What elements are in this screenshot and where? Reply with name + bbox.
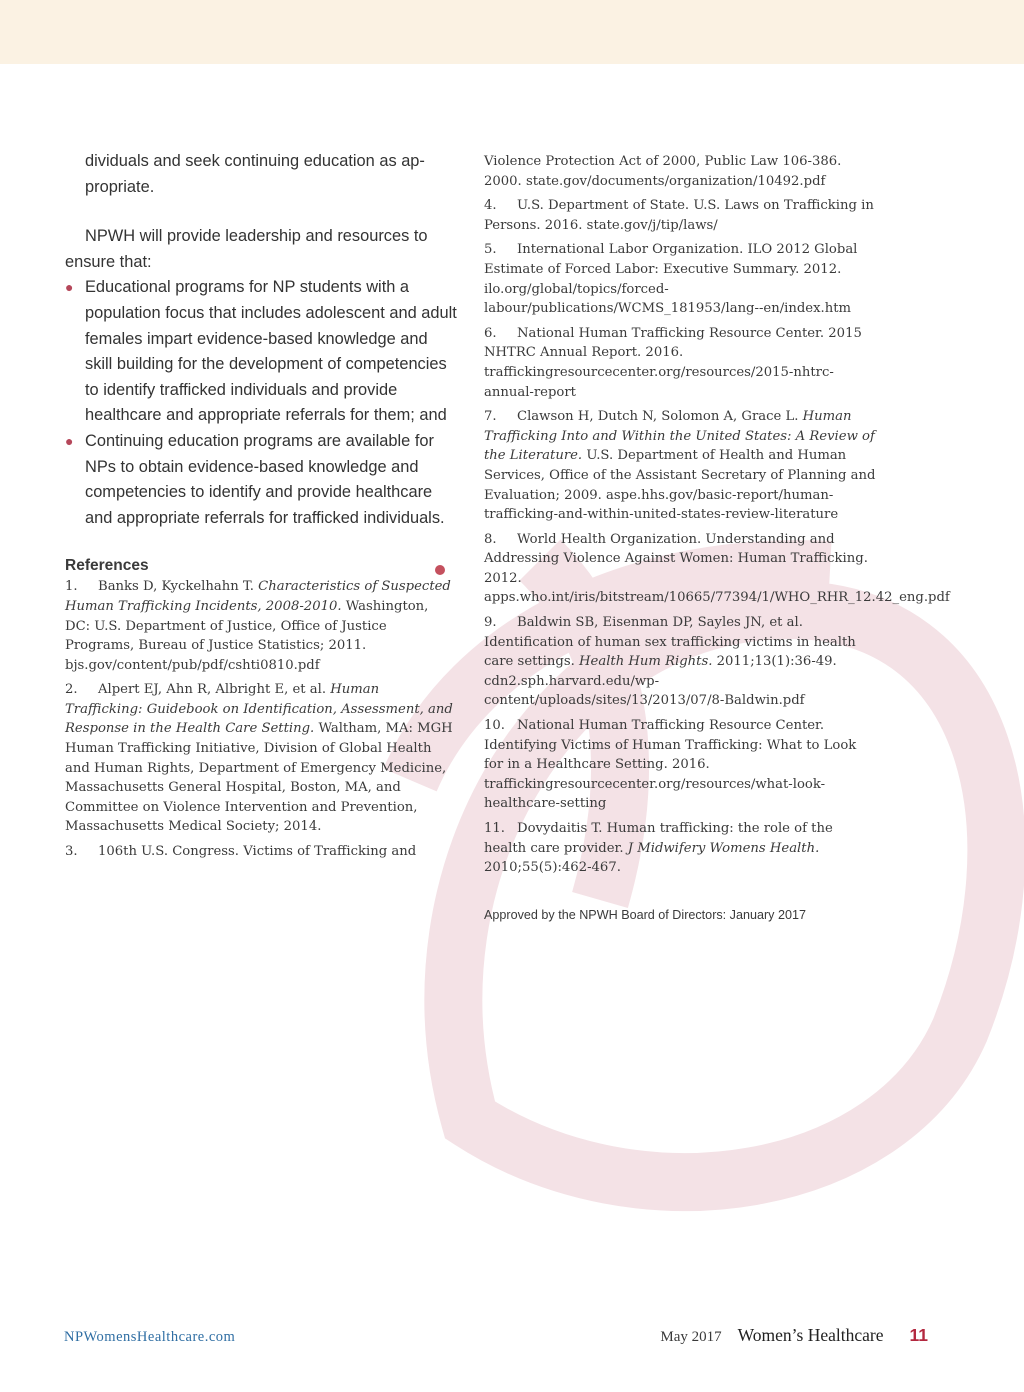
reference-item: 4. U.S. Department of State. U.S. Laws on Trafficking in Persons. 2016. state.gov/j/tip/laws/ [484,198,874,233]
page-number: 11 [909,1325,928,1345]
end-of-article-icon [435,565,445,575]
continuation-paragraph [65,149,457,200]
reference-item: 3. 106th U.S. Congress. Victims of Trafficking and [65,844,417,860]
publication-name: Women’s Healthcare [737,1325,884,1345]
reference-item: 11. Dovydaitis T. Human trafficking: the role of the health care provider. J Midwifery Womens Health. 2010;55(5):462-467. [484,821,833,876]
reference-item: 8. World Health Organization. Understanding and Addressing Violence Against Women: Human Trafficking. 2012. apps.who.int/iris/bitstream/10665/77394/1/WHO_RHR_12.42_eng.pdf [484,531,950,606]
bullet-list [65,275,457,531]
references-heading: References [65,557,149,575]
reference-item: 9. Baldwin SB, Eisenman DP, Sayles JN, et al. Identification of human sex trafficking victims in health care settings. Health Hum Rights. 2011;13(1):36-49. cdn2.sph.harvard.edu/wp-content/uploads/sites/13/2013/07/8-Baldwin.pdf [484,615,856,709]
bullet-text: Continuing education programs are available for NPs to obtain evidence-based knowledge and competencies to identify and provide healthcare and appropriate referrals for trafficked individuals. [85,431,445,527]
bullet-item [65,429,457,531]
reference-item: 6. National Human Trafficking Resource Center. 2015 NHTRC Annual Report. 2016. traffickingresourcecenter.org/resources/2015-nhtrc-annual-report [484,325,862,400]
reference-item: 7. Clawson H, Dutch N, Solomon A, Grace L. Human Trafficking Into and Within the United States: A Review of the Literature. U.S. Department of Health and Human Services, Office of the Assistant Secretary of Planning and Evaluation; 2009. aspe.hhs.gov/basic-report/human-trafficking-and-within-united-states-review-literature [484,409,876,523]
bullet-item [65,275,457,429]
reference-item: 5. International Labor Organization. ILO 2012 Global Estimate of Forced Labor: Executive Summary. 2012. ilo.org/global/topics/forced-labour/publications/WCMS_181953/lang--en/index.htm [484,242,858,317]
footer-info [660,1325,928,1346]
reference-item: 10. National Human Trafficking Resource Center. Identifying Victims of Human Trafficking: What to Look for in a Healthcare Setting. 2016. traffickingresourcecenter.org/resources/what-look-healthcare-setting [484,718,857,812]
bullet-icon: ● [65,432,74,449]
issue-date: May 2017 [660,1329,722,1345]
reference-item: 1. Banks D, Kyckelhahn T. Characteristics of Suspected Human Trafficking Incidents, 2008-2010. Washington, DC: U.S. Department of Justice, Office of Justice Programs, Bureau of Justice Statistics; 2011. bjs.gov/content/pub/pdf/cshti0810.pdf [65,579,451,673]
footer-site-link[interactable]: NPWomensHealthcare.com [64,1329,236,1345]
approval-note: Approved by the NPWH Board of Directors: January 2017 [484,907,806,922]
body-text [65,149,457,531]
bullet-icon: ● [65,279,74,296]
intro-paragraph [65,224,457,275]
reference-continuation: Violence Protection Act of 2000, Public Law 106-386. 2000. state.gov/documents/organization/10492.pdf [484,154,842,189]
left-column [65,149,457,867]
reference-item: 2. Alpert EJ, Ahn R, Albright E, et al. Human Trafficking: Guidebook on Identification, Assessment, and Response in the Health Care Setting. Waltham, MA: MGH Human Trafficking Initiative, Division of Global Health and Human Rights, Department of Emergency Medicine, Massachusetts General Hospital, Boston, MA, and Committee on Violence Intervention and Prevention, Massachusetts Medical Society; 2014. [65,682,453,835]
right-column [484,152,950,922]
bullet-text: Educational programs for NP students with a population focus that includes adolescent and adult females impart evidence-based knowledge and skill building for the development of competencies to identify trafficked individuals and provide healthcare and appropriate referrals for them; and [85,278,457,425]
continuation-line-1: dividuals and seek continuing education as ap- [85,152,425,170]
intro-text: NPWH will provide leadership and resources to ensure that: [65,227,428,271]
continuation-line-2: propriate. [85,177,155,196]
